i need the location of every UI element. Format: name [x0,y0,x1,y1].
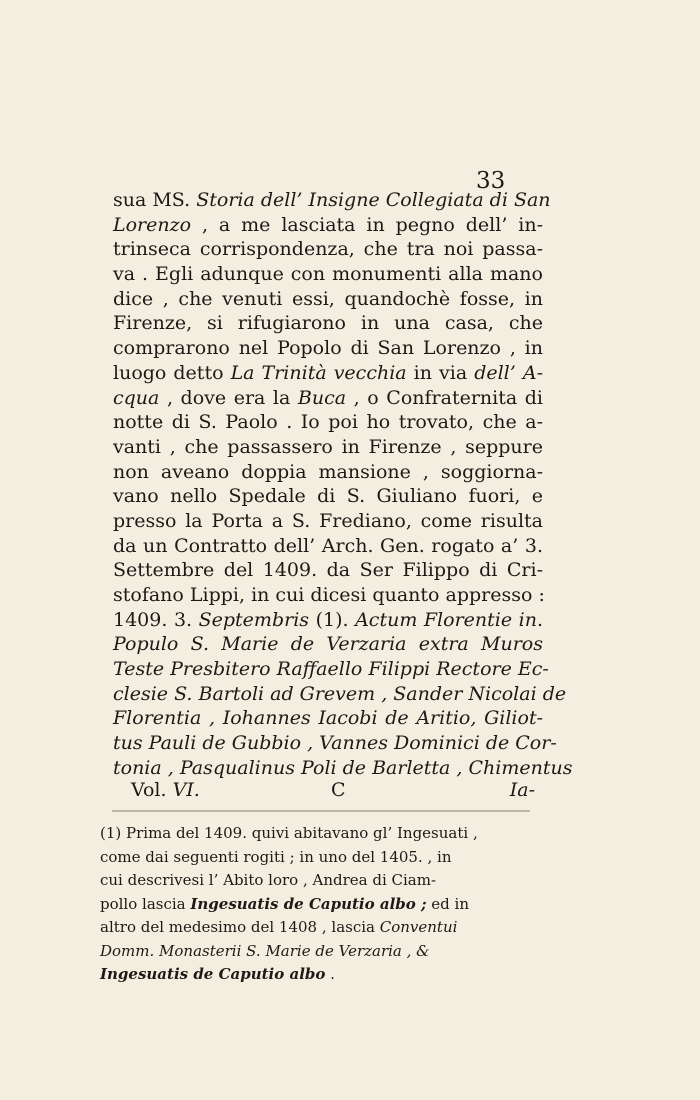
text-line [113,213,543,238]
footnote-line [100,916,540,940]
text-line [113,287,543,312]
roman-text: (1). [309,608,356,631]
italic-text: Florentia , Iohannes Iacobi de Aritio, Giliot- [113,707,543,730]
roman-text: dice , che venuti essi, quandochè fosse, in [113,287,543,310]
roman-text: sua MS. [113,189,197,211]
roman-text: come dai seguenti rogiti ; in uno del 1405. , in [100,847,452,866]
italic-text: Ingesuatis de Caputio albo [100,965,326,983]
roman-text: 1409. 3. [113,608,199,631]
text-line [113,484,543,509]
signature-letter: C [331,779,346,801]
roman-text: Settembre del 1409. da Ser Filippo di Cri- [113,559,543,582]
text-line [113,632,543,657]
text-line [113,558,543,583]
italic-text: clesie S. Bartoli ad Grevem , Sander Nicolai de [113,682,567,705]
text-line [113,460,543,485]
signature-line [113,777,543,803]
footnote [100,822,540,987]
roman-text: , dove era la [159,386,298,409]
roman-text: in via [406,361,475,384]
italic-text: Actum Florentie in. [355,608,543,631]
roman-text: stofano Lippi, in cui dicesi quanto appresso : [113,584,545,606]
roman-text: presso la Porta a S. Frediano, come risulta [113,509,543,532]
italic-text: Buca [297,386,347,409]
volume-label [131,777,200,803]
text-line [113,237,543,262]
text-line [113,706,543,731]
roman-text: vano nello Spedale di S. Giuliano fuori, e [113,485,543,508]
italic-text: tonia , Pasqualinus Poli de Barletta , Chimentus [113,756,573,779]
text-line [113,682,567,707]
roman-text: (1) Prima del 1409. quivi abitavano gl’ Ingesuati , [100,824,478,842]
roman-text: da un Contratto dell’ Arch. Gen. rogato a’ 3. [113,534,543,557]
text-line [113,435,543,460]
roman-text: non aveano doppia mansione , soggiorna- [113,460,543,483]
footnote-divider [112,810,530,812]
italic-text: La Trinità vecchia [230,361,407,384]
roman-text: ed in [426,894,470,913]
text-line [113,386,543,411]
roman-text: notte di S. Paolo . Io poi ho trovato, che a- [113,411,543,434]
text-line [113,311,543,336]
italic-text: Septembris [198,608,310,631]
footnote-line [100,893,540,917]
text-line [113,188,551,213]
footnote-line [100,963,540,987]
italic-text: Lorenzo [113,213,192,236]
roman-text: Firenze, si rifugiarono in una casa, che [113,312,543,335]
footnote-line [100,822,540,846]
footnote-line [100,846,540,870]
roman-text: altro del medesimo del 1408 , lascia [100,918,380,936]
text-line [113,262,543,287]
volume-prefix: Vol. [131,779,173,801]
catchword: Ia- [509,779,535,801]
text-line [113,583,543,608]
text-line [113,410,543,435]
text-line [113,731,557,756]
italic-text: dell’ A- [474,361,543,384]
roman-text: pollo lascia [100,894,191,913]
roman-text: luogo detto [113,361,231,384]
roman-text: vanti , che passassero in Firenze , seppure [113,435,543,458]
text-line [113,509,543,534]
roman-text: comprarono nel Popolo di San Lorenzo , in [113,337,543,360]
text-line [113,657,549,682]
italic-text: Conventui [379,918,458,936]
roman-text: , o Confraternita di [346,386,543,409]
text-line [113,361,543,386]
italic-text: Storia dell’ Insigne Collegiata di San [196,189,551,211]
italic-text: Ingesuatis de Caputio albo ; [190,894,427,913]
footnote-line [100,940,540,964]
roman-text: , a me lasciata in pegno dell’ in- [191,213,543,236]
page-number: 33 [476,168,506,194]
italic-text: cqua [113,386,160,409]
roman-text: trinseca corrispondenza, che tra noi passa- [113,238,543,261]
roman-text: cui descrivesi l’ Abito loro , Andrea di Ciam- [100,871,437,889]
text-line [113,608,543,633]
body-text [113,188,573,781]
volume-number: VI. [172,779,200,801]
italic-text: Populo S. Marie de Verzaria extra Muros [113,633,543,656]
italic-text: Teste Presbitero Raffaello Filippi Rectore Ec- [113,658,549,681]
italic-text: Domm. Monasterii S. Marie de Verzaria , & [100,941,430,960]
roman-text: va . Egli adunque con monumenti alla mano [113,263,543,286]
text-line [113,534,543,559]
footnote-line [100,869,540,893]
roman-text: . [325,965,335,983]
italic-text: tus Pauli de Gubbio , Vannes Dominici de Cor- [113,732,557,755]
text-line [113,336,543,361]
